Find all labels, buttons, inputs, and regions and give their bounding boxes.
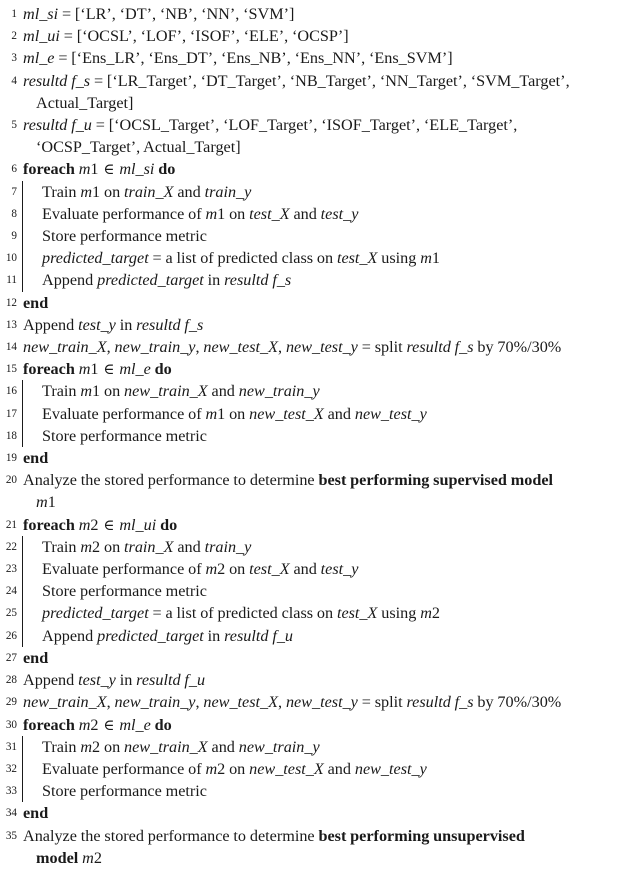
line-text: predicted_target = a list of predicted class on test_X using m2 [42,604,440,623]
algorithm-line [0,691,632,713]
line-content [17,181,632,203]
algorithm-line-continuation [0,847,632,869]
line-content [17,336,632,358]
line-number: 6 [11,163,17,176]
line-number: 13 [5,318,17,331]
line-text: ml_ui = [‘OCSL’, ‘LOF’, ‘ISOF’, ‘ELE’, ‘OCSP’] [23,27,349,46]
algorithm-line [0,758,632,780]
line-text: m1 [36,493,56,512]
line-content [17,269,632,291]
line-content [17,602,632,624]
line-text: Train m1 on train_X and train_y [42,182,252,201]
line-text: resultd f_s = [‘LR_Target’, ‘DT_Target’, ‘NB_Target’, ‘NN_Target’, ‘SVM_Target’, [23,71,570,90]
line-content [17,847,632,869]
line-content [17,70,632,92]
line-number: 11 [6,274,17,287]
line-text: Store performance metric [42,782,207,801]
algorithm-line-continuation [0,92,632,114]
algorithm-line [0,602,632,624]
line-content [17,714,632,736]
line-number: 28 [5,674,17,687]
line-number: 2 [11,30,17,43]
line-content [17,292,632,314]
algorithm-line [0,536,632,558]
algorithm-line [0,114,632,136]
line-content [17,625,632,647]
line-number: 30 [5,718,17,731]
algorithm-line [0,447,632,469]
line-content [17,491,632,513]
line-text: new_train_X, new_train_y, new_test_X, new_test_y = split resultd f_s by 70%/30% [23,338,562,357]
algorithm-line [0,3,632,25]
algorithm-line [0,158,632,180]
algorithm-line [0,514,632,536]
line-text: Evaluate performance of m1 on test_X and test_y [42,204,359,223]
algorithm-line [0,269,632,291]
algorithm-line [0,558,632,580]
line-text: predicted_target = a list of predicted class on test_X using m1 [42,249,440,268]
line-number: 19 [5,452,17,465]
line-content [17,802,632,824]
line-text: end [23,449,49,468]
algorithm-line [0,314,632,336]
algorithm-line [0,225,632,247]
line-number: 21 [5,518,17,531]
algorithm-line-continuation [0,136,632,158]
algorithm-line [0,469,632,491]
line-text: foreach m2 ∈ ml_ui do [23,515,178,534]
line-content [17,158,632,180]
line-content [17,736,632,758]
line-text: ‘OCSP_Target’, Actual_Target] [36,138,241,157]
line-number: 16 [5,385,17,398]
line-number: 9 [11,230,17,243]
line-content [17,647,632,669]
line-number: 1 [11,8,17,20]
line-content [17,225,632,247]
line-number: 15 [5,363,17,376]
line-content [17,758,632,780]
algorithm-line [0,25,632,47]
line-text: Store performance metric [42,227,207,246]
line-content [17,114,632,136]
algorithm-line [0,647,632,669]
line-text: Append predicted_target in resultd f_u [42,626,294,645]
line-text: Train m1 on new_train_X and new_train_y [42,382,320,401]
line-text: foreach m2 ∈ ml_e do [23,715,172,734]
line-text: Store performance metric [42,426,207,445]
line-text: model m2 [36,848,102,867]
algorithm-line-continuation [0,491,632,513]
algorithm-line [0,580,632,602]
line-text: Evaluate performance of m2 on test_X and test_y [42,560,359,579]
line-text: ml_e = [‘Ens_LR’, ‘Ens_DT’, ‘Ens_NB’, ‘Ens_NN’, ‘Ens_SVM’] [23,49,453,68]
line-number: 29 [5,696,17,709]
line-text: resultd f_u = [‘OCSL_Target’, ‘LOF_Target’, ‘ISOF_Target’, ‘ELE_Target’, [23,116,518,135]
line-number: 10 [5,252,17,265]
line-text: new_train_X, new_train_y, new_test_X, new_test_y = split resultd f_s by 70%/30% [23,693,562,712]
line-number: 5 [11,119,17,132]
line-content [17,247,632,269]
line-number: 4 [11,74,17,87]
line-content [17,314,632,336]
line-number: 25 [5,607,17,620]
line-text: Analyze the stored performance to determine best performing unsupervised [23,826,525,845]
line-content [17,580,632,602]
line-content [17,825,632,847]
line-content [17,203,632,225]
line-content [17,514,632,536]
algorithm-line [0,403,632,425]
line-number: 32 [5,762,17,775]
algorithm-line [0,802,632,824]
algorithm-line [0,425,632,447]
algorithm-line [0,247,632,269]
line-text: Train m2 on train_X and train_y [42,537,252,556]
line-content [17,691,632,713]
line-number: 27 [5,651,17,664]
line-number: 12 [5,296,17,309]
line-text: end [23,804,49,823]
line-number: 22 [5,540,17,553]
line-number: 7 [11,185,17,198]
line-number: 34 [5,807,17,820]
line-content [17,3,632,25]
line-content [17,536,632,558]
line-number: 20 [5,474,17,487]
algorithm-line [0,203,632,225]
algorithm-line [0,181,632,203]
line-content [17,358,632,380]
line-number: 17 [5,407,17,420]
algorithm-line [0,336,632,358]
algorithm-line [0,358,632,380]
line-number: 31 [5,740,17,753]
line-text: foreach m1 ∈ ml_si do [23,160,176,179]
line-number: 14 [5,341,17,354]
line-text: Actual_Target] [36,93,134,112]
line-text: ml_si = [‘LR’, ‘DT’, ‘NB’, ‘NN’, ‘SVM’] [23,5,295,23]
line-text: Store performance metric [42,582,207,601]
line-number: 26 [5,629,17,642]
algorithm-line [0,714,632,736]
line-content [17,425,632,447]
algorithm-line [0,669,632,691]
algorithm-line [0,292,632,314]
line-content [17,469,632,491]
line-text: Train m2 on new_train_X and new_train_y [42,737,320,756]
line-text: foreach m1 ∈ ml_e do [23,360,172,379]
line-content [17,136,632,158]
algorithm-line [0,736,632,758]
algorithm-line [0,70,632,92]
line-number: 33 [5,785,17,798]
line-number: 35 [5,829,17,842]
line-text: Append test_y in resultd f_u [23,671,206,690]
line-content [17,447,632,469]
line-content [17,558,632,580]
line-content [17,47,632,69]
line-content [17,669,632,691]
line-number: 3 [11,52,17,65]
algorithm-line [0,825,632,847]
algorithm-line [0,380,632,402]
line-content [17,380,632,402]
line-text: Analyze the stored performance to determine best performing supervised model [23,471,554,490]
line-number: 23 [5,563,17,576]
line-content [17,403,632,425]
line-text: Append test_y in resultd f_s [23,315,204,334]
line-content [17,780,632,802]
line-number: 18 [5,429,17,442]
algorithm-line [0,625,632,647]
line-number: 24 [5,585,17,598]
line-text: end [23,293,49,312]
line-content [17,25,632,47]
line-text: end [23,648,49,667]
algorithm-line [0,780,632,802]
line-text: Evaluate performance of m1 on new_test_X and new_test_y [42,404,427,423]
line-content [17,92,632,114]
algorithm-line [0,47,632,69]
line-number: 8 [11,207,17,220]
line-text: Evaluate performance of m2 on new_test_X and new_test_y [42,759,427,778]
line-text: Append predicted_target in resultd f_s [42,271,292,290]
